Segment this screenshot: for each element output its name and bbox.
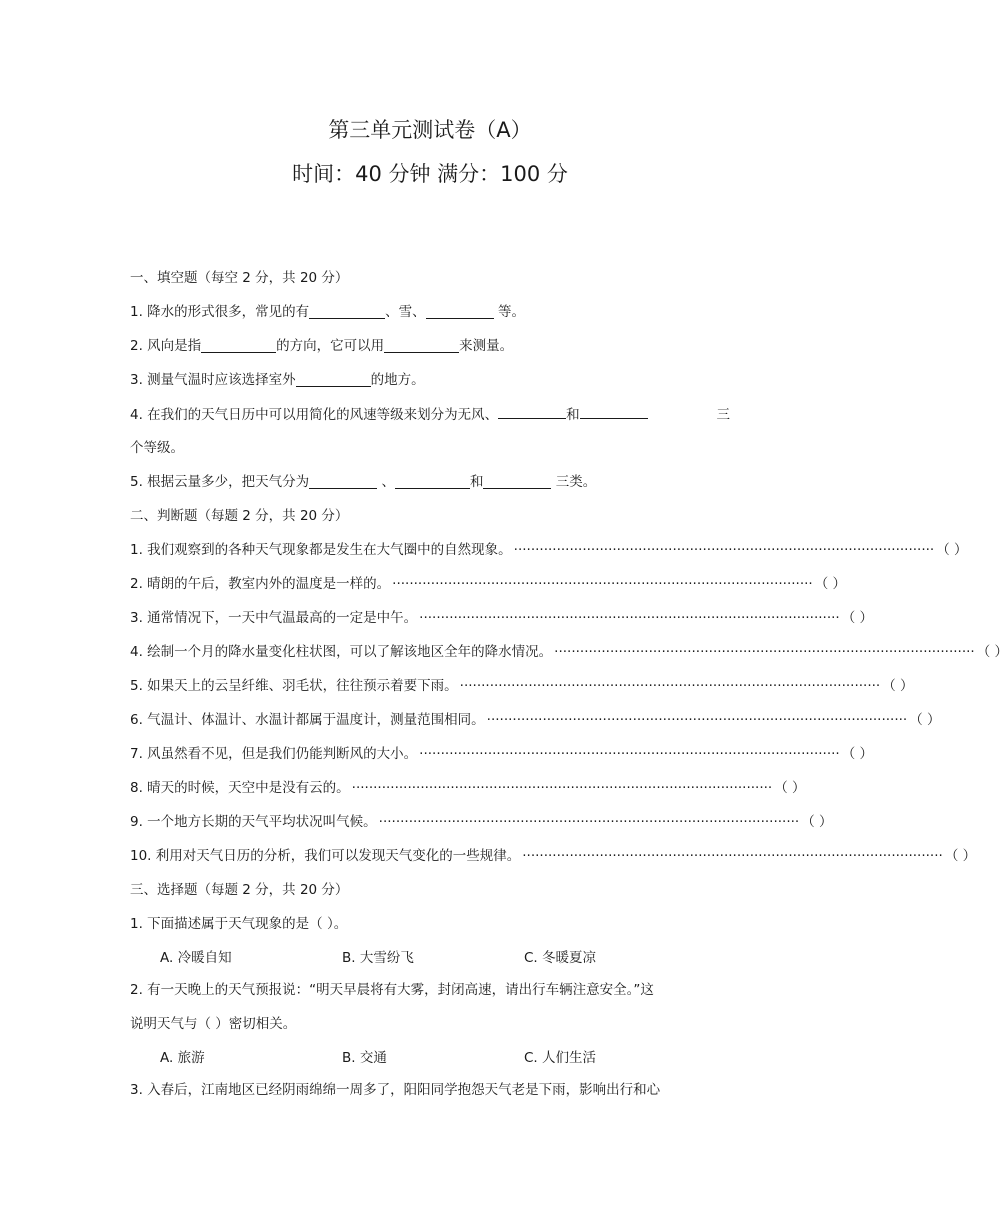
section-heading-true-false: 二、判断题（每题 2 分，共 20 分） <box>130 508 349 524</box>
answer-parentheses[interactable]: （ ） <box>814 576 847 592</box>
answer-parentheses[interactable]: （ ） <box>841 746 874 762</box>
judge-item: 6. 气温计、体温计、水温计都属于温度计，测量范围相同。 ·································································································· （ ） <box>130 712 941 728</box>
fill-question-1: 1. 降水的形式很多，常见的有 、雪、 等。 <box>130 304 525 320</box>
section-heading-multiple-choice: 三、选择题（每题 2 分，共 20 分） <box>130 882 349 898</box>
choice-option-c[interactable]: C. 人们生活 <box>524 1050 597 1066</box>
answer-blank[interactable] <box>395 474 470 489</box>
judge-item: 2. 晴朗的午后，教室内外的温度是一样的。 ·································································································· （ ） <box>130 576 847 592</box>
answer-parentheses[interactable]: （ ） <box>882 678 914 694</box>
judge-item: 9. 一个地方长期的天气平均状况叫气候。 ·································································································· （ ） <box>130 814 833 830</box>
answer-blank[interactable] <box>201 338 276 353</box>
answer-blank[interactable] <box>426 304 494 319</box>
answer-blank[interactable] <box>483 474 551 489</box>
choice-question-2: 2. 有一天晚上的天气预报说：“明天早晨将有大雾，封闭高速，请出行车辆注意安全。”这 <box>130 982 654 998</box>
fill-question-4-cont: 个等级。 <box>130 440 184 456</box>
judge-item: 10. 利用对天气日历的分析，我们可以发现天气变化的一些规律。 ·································································································· （ ） <box>130 848 977 864</box>
judge-item: 1. 我们观察到的各种天气现象都是发生在大气圈中的自然现象。 ·································································································· （ ） <box>130 542 968 558</box>
fill-question-3: 3. 测量气温时应该选择室外 的地方。 <box>130 372 425 388</box>
answer-blank[interactable] <box>296 372 371 387</box>
choice-option-b[interactable]: B. 交通 <box>342 1050 387 1066</box>
answer-parentheses[interactable]: （ ） <box>909 712 941 728</box>
answer-blank[interactable] <box>384 338 459 353</box>
judge-item: 8. 晴天的时候，天空中是没有云的。 ·································································································· （ ） <box>130 780 806 796</box>
section-heading-fill-blank: 一、填空题（每空 2 分，共 20 分） <box>130 270 349 286</box>
judge-item: 3. 通常情况下，一天中气温最高的一定是中午。 ·································································································· （ ） <box>130 610 874 626</box>
answer-blank[interactable] <box>309 474 377 489</box>
answer-parentheses[interactable]: （ ） <box>801 814 833 830</box>
judge-item: 4. 绘制一个月的降水量变化柱状图，可以了解该地区全年的降水情况。 ·································································································· （ ） <box>130 644 1008 660</box>
judge-item: 5. 如果天上的云呈纤维、羽毛状，往往预示着要下雨。 ·································································································· （ ） <box>130 678 914 694</box>
answer-blank[interactable] <box>309 304 385 319</box>
answer-blank[interactable] <box>580 404 648 419</box>
choice-question-2-cont: 说明天气与（ ）密切相关。 <box>130 1016 297 1032</box>
fill-question-4: 4. 在我们的天气日历中可以用简化的风速等级来划分为无风、 和 三 <box>130 404 730 425</box>
answer-blank[interactable] <box>498 404 566 419</box>
choice-option-a[interactable]: A. 冷暖自知 <box>160 950 232 966</box>
choice-question-1: 1. 下面描述属于天气现象的是（ ）。 <box>130 916 348 932</box>
answer-parentheses[interactable]: （ ） <box>774 780 806 796</box>
choice-option-b[interactable]: B. 大雪纷飞 <box>342 950 414 966</box>
answer-parentheses[interactable]: （ ） <box>936 542 968 558</box>
answer-parentheses[interactable]: （ ） <box>944 848 977 864</box>
choice-option-c[interactable]: C. 冬暖夏凉 <box>524 950 597 966</box>
answer-parentheses[interactable]: （ ） <box>841 610 874 626</box>
choice-option-a[interactable]: A. 旅游 <box>160 1050 205 1066</box>
choice-question-3: 3. 入春后，江南地区已经阴雨绵绵一周多了，阳阳同学抱怨天气老是下雨，影响出行和心 <box>130 1082 661 1098</box>
fill-question-2: 2. 风向是指 的方向，它可以用 来测量。 <box>130 338 514 354</box>
judge-item: 7. 风虽然看不见，但是我们仍能判断风的大小。 ·································································································· （ ） <box>130 746 874 762</box>
page-subtitle: 时间：40 分钟 满分：100 分 <box>292 162 568 186</box>
answer-parentheses[interactable]: （ ） <box>976 644 1008 660</box>
fill-question-5: 5. 根据云量多少，把天气分为 、 和 三类。 <box>130 474 597 490</box>
page-title: 第三单元测试卷（A） <box>328 118 532 142</box>
